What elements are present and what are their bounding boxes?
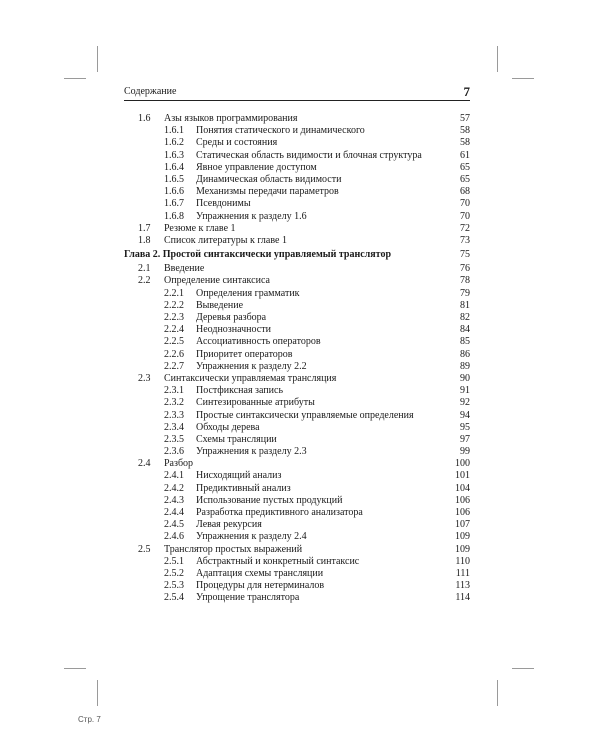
toc-entry-title: Явное управление доступом [196,161,317,173]
toc-entry [124,544,470,556]
toc-entry-title: Список литературы к главе 1 [164,234,287,246]
toc-entry-number: 2.2.7 [164,360,184,372]
toc-entry-number: 2.4.1 [164,470,184,482]
toc-entry-title: Схемы трансляции [196,433,277,445]
toc-entry-number: 1.6.1 [164,125,184,137]
toc-entry-number: 2.5.2 [164,567,184,579]
toc-entry-number: 2.5.1 [164,555,184,567]
toc-entry-number: 2.3.1 [164,385,184,397]
toc-entry-page: 76 [460,263,470,275]
toc-entry-page: 57 [460,113,470,124]
running-header [124,84,470,101]
toc-entry-title: Определения грамматик [196,287,300,299]
toc-entry-page: 75 [460,249,470,261]
toc-entry-number: 1.8 [138,234,151,246]
toc-entry-title: Левая рекурсия [196,519,262,531]
toc-entry-title: Механизмы передачи параметров [196,186,339,198]
toc-entry-page: 85 [460,336,470,348]
toc-entry-page: 65 [460,161,470,173]
toc-entry-page: 106 [455,494,470,506]
toc-entry-page: 73 [460,234,470,246]
toc-entry-page: 109 [455,543,470,555]
toc-entry-number: 2.3.2 [164,397,184,409]
toc-entry-page: 106 [455,507,470,518]
toc-entry-title: Упражнения к разделу 1.6 [196,210,307,222]
toc-entry [124,211,470,223]
toc-entry-page: 86 [460,348,470,360]
toc-entry-title: Абстрактный и конкретный синтаксис [196,555,360,567]
toc-entry-page: 109 [455,531,470,543]
toc-entry-title: Понятия статического и динамического [196,125,365,137]
toc-entry-page: 114 [455,592,470,604]
toc-entry-title: Разработка предиктивного анализатора [196,507,363,518]
toc-entry-number: 2.2.2 [164,299,184,311]
toc-entry-title: Использование пустых продукций [196,494,343,506]
toc-entry-title: Динамическая область видимости [196,173,342,185]
toc-entry-page: 70 [460,198,470,210]
toc-entry [124,223,470,235]
toc-entry-number: 2.4.4 [164,507,184,518]
toc-entry-page: 68 [460,186,470,198]
toc-entry-number: 2.3.5 [164,433,184,445]
toc-entry-title: Статическая область видимости и блочная структура [196,149,422,161]
toc-entry-page: 97 [460,433,470,445]
toc-entry-number: 2.3.3 [164,409,184,421]
toc-entry-title: Введение [164,263,205,275]
toc-entry [124,125,470,137]
toc-entry-number: 2.2.1 [164,287,184,299]
toc-entry [124,434,470,446]
toc-entry [124,410,470,422]
toc-entry-number: 1.6.2 [164,137,184,149]
toc-entry-title: Приоритет операторов [196,348,293,360]
toc-entry [124,385,470,397]
toc-entry [124,137,470,149]
toc-entry-number: 2.2.4 [164,324,184,336]
toc-entry-title: Синтаксически управляемая трансляция [164,372,337,384]
toc-entry-page: 84 [460,324,470,336]
toc-entry-title: Синтезированные атрибуты [196,397,315,409]
toc-entry-title: Деревья разбора [196,312,267,323]
toc-entry-number: 2.3.4 [164,421,184,433]
toc-entry-number: 1.6.7 [164,198,184,210]
toc-entry-page: 78 [460,275,470,287]
toc-entry-title: Нисходящий анализ [196,470,282,482]
toc-entry [124,150,470,162]
crop-mark [512,668,534,669]
toc-entry-number: 2.2.3 [164,312,184,323]
crop-mark [64,668,86,669]
toc-entry-number: 2.4.3 [164,494,184,506]
toc-entry-page: 111 [455,567,470,579]
toc-entry [124,483,470,495]
page-number: 7 [463,84,470,99]
toc-entry [124,446,470,458]
table-of-contents [124,113,470,605]
toc-entry-number: 1.6.4 [164,161,184,173]
toc-entry-number: 1.6.8 [164,210,184,222]
toc-entry [124,592,470,604]
toc-entry-page: 79 [460,287,470,299]
toc-entry-page: 58 [460,137,470,149]
toc-entry-number: 2.4 [138,458,151,470]
toc-entry-page: 91 [460,385,470,397]
toc-entry [124,470,470,482]
toc-entry-title: Упрощение транслятора [196,592,300,604]
toc-entry-page: 92 [460,397,470,409]
toc-entry [124,580,470,592]
toc-entry-page: 90 [460,372,470,384]
toc-entry-page: 101 [455,470,470,482]
toc-entry-number: 2.4.6 [164,531,184,543]
toc-entry [124,373,470,385]
toc-entry-title: Выведение [196,299,244,311]
toc-entry-number: 1.7 [138,222,151,234]
toc-entry-title: Адаптация схемы трансляции [196,567,324,579]
toc-entry-number: 2.4.5 [164,519,184,531]
toc-entry [124,422,470,434]
toc-entry-page: 113 [455,580,470,592]
toc-entry-number: 1.6.5 [164,173,184,185]
toc-entry [124,198,470,210]
toc-entry-title: Среды и состояния [196,137,278,149]
toc-entry [124,458,470,470]
toc-entry-page: 61 [460,149,470,161]
crop-mark [512,78,534,79]
toc-entry [124,174,470,186]
toc-entry-title: Разбор [164,458,194,470]
toc-entry-title: Постфиксная запись [196,385,284,397]
toc-entry-number: 2.5.3 [164,580,184,592]
crop-mark [497,680,498,706]
toc-entry-title: Транслятор простых выражений [164,543,303,555]
toc-entry [124,519,470,531]
toc-entry-number: 2.3 [138,372,151,384]
toc-entry-page: 81 [460,299,470,311]
toc-entry [124,495,470,507]
toc-entry-page: 104 [455,482,470,494]
toc-entry-page: 95 [460,421,470,433]
toc-entry-number: 1.6.6 [164,186,184,198]
toc-entry [124,235,470,247]
toc-entry-page: 72 [460,222,470,234]
toc-entry-number: 1.6 [138,113,151,124]
toc-entry-number: 2.1 [138,263,151,275]
toc-entry-page: 70 [460,210,470,222]
toc-entry [124,556,470,568]
toc-entry-title: Обходы дерева [196,421,260,433]
running-title: Содержание [124,86,177,97]
toc-entry [124,312,470,324]
toc-entry-title: Глава 2. Простой синтаксически управляемый транслятор [124,249,392,261]
toc-entry-title: Упражнения к разделу 2.4 [196,531,307,543]
toc-entry-number: 2.3.6 [164,446,184,458]
toc-entry [124,507,470,519]
toc-entry-number: 2.5 [138,543,151,555]
toc-entry-page: 94 [460,409,470,421]
toc-entry-page: 99 [460,446,470,458]
toc-entry-title: Предиктивный анализ [196,482,291,494]
crop-mark [97,680,98,706]
toc-entry [124,186,470,198]
toc-entry-title: Процедуры для нетерминалов [196,580,325,592]
toc-entry-number: 2.2 [138,275,151,287]
toc-entry-number: 1.6.3 [164,149,184,161]
crop-mark [497,46,498,72]
toc-entry-page: 58 [460,125,470,137]
toc-entry-title: Определение синтаксиса [164,275,270,287]
toc-entry-page: 89 [460,360,470,372]
toc-entry-page: 65 [460,173,470,185]
toc-entry-title: Азы языков программирования [164,113,298,124]
toc-entry-title: Упражнения к разделу 2.2 [196,360,307,372]
toc-entry [124,288,470,300]
toc-entry [124,531,470,543]
toc-entry-number: 2.2.6 [164,348,184,360]
toc-entry-number: 2.4.2 [164,482,184,494]
toc-entry [124,275,470,287]
toc-entry-title: Упражнения к разделу 2.3 [196,446,307,458]
toc-entry-page: 107 [455,519,470,531]
toc-entry-title: Простые синтаксически управляемые определения [196,409,414,421]
sheet-label: Стр. 7 [78,715,101,724]
toc-entry-page: 82 [460,312,470,323]
toc-entry [124,336,470,348]
toc-entry [124,397,470,409]
toc-entry-number: 2.2.5 [164,336,184,348]
toc-entry-page: 110 [455,555,470,567]
toc-chapter-entry [124,249,470,261]
toc-entry-page: 100 [455,458,470,470]
toc-entry-title: Резюме к главе 1 [164,222,236,234]
toc-entry-title: Неоднозначности [196,324,271,336]
toc-entry [124,324,470,336]
toc-entry [124,113,470,125]
toc-entry [124,349,470,361]
crop-mark [64,78,86,79]
toc-entry-title: Ассоциативность операторов [196,336,321,348]
toc-entry [124,162,470,174]
toc-entry [124,263,470,275]
toc-entry-title: Псевдонимы [196,198,251,210]
toc-entry [124,568,470,580]
toc-entry [124,300,470,312]
crop-mark [97,46,98,72]
toc-entry-number: 2.5.4 [164,592,184,604]
toc-entry [124,361,470,373]
